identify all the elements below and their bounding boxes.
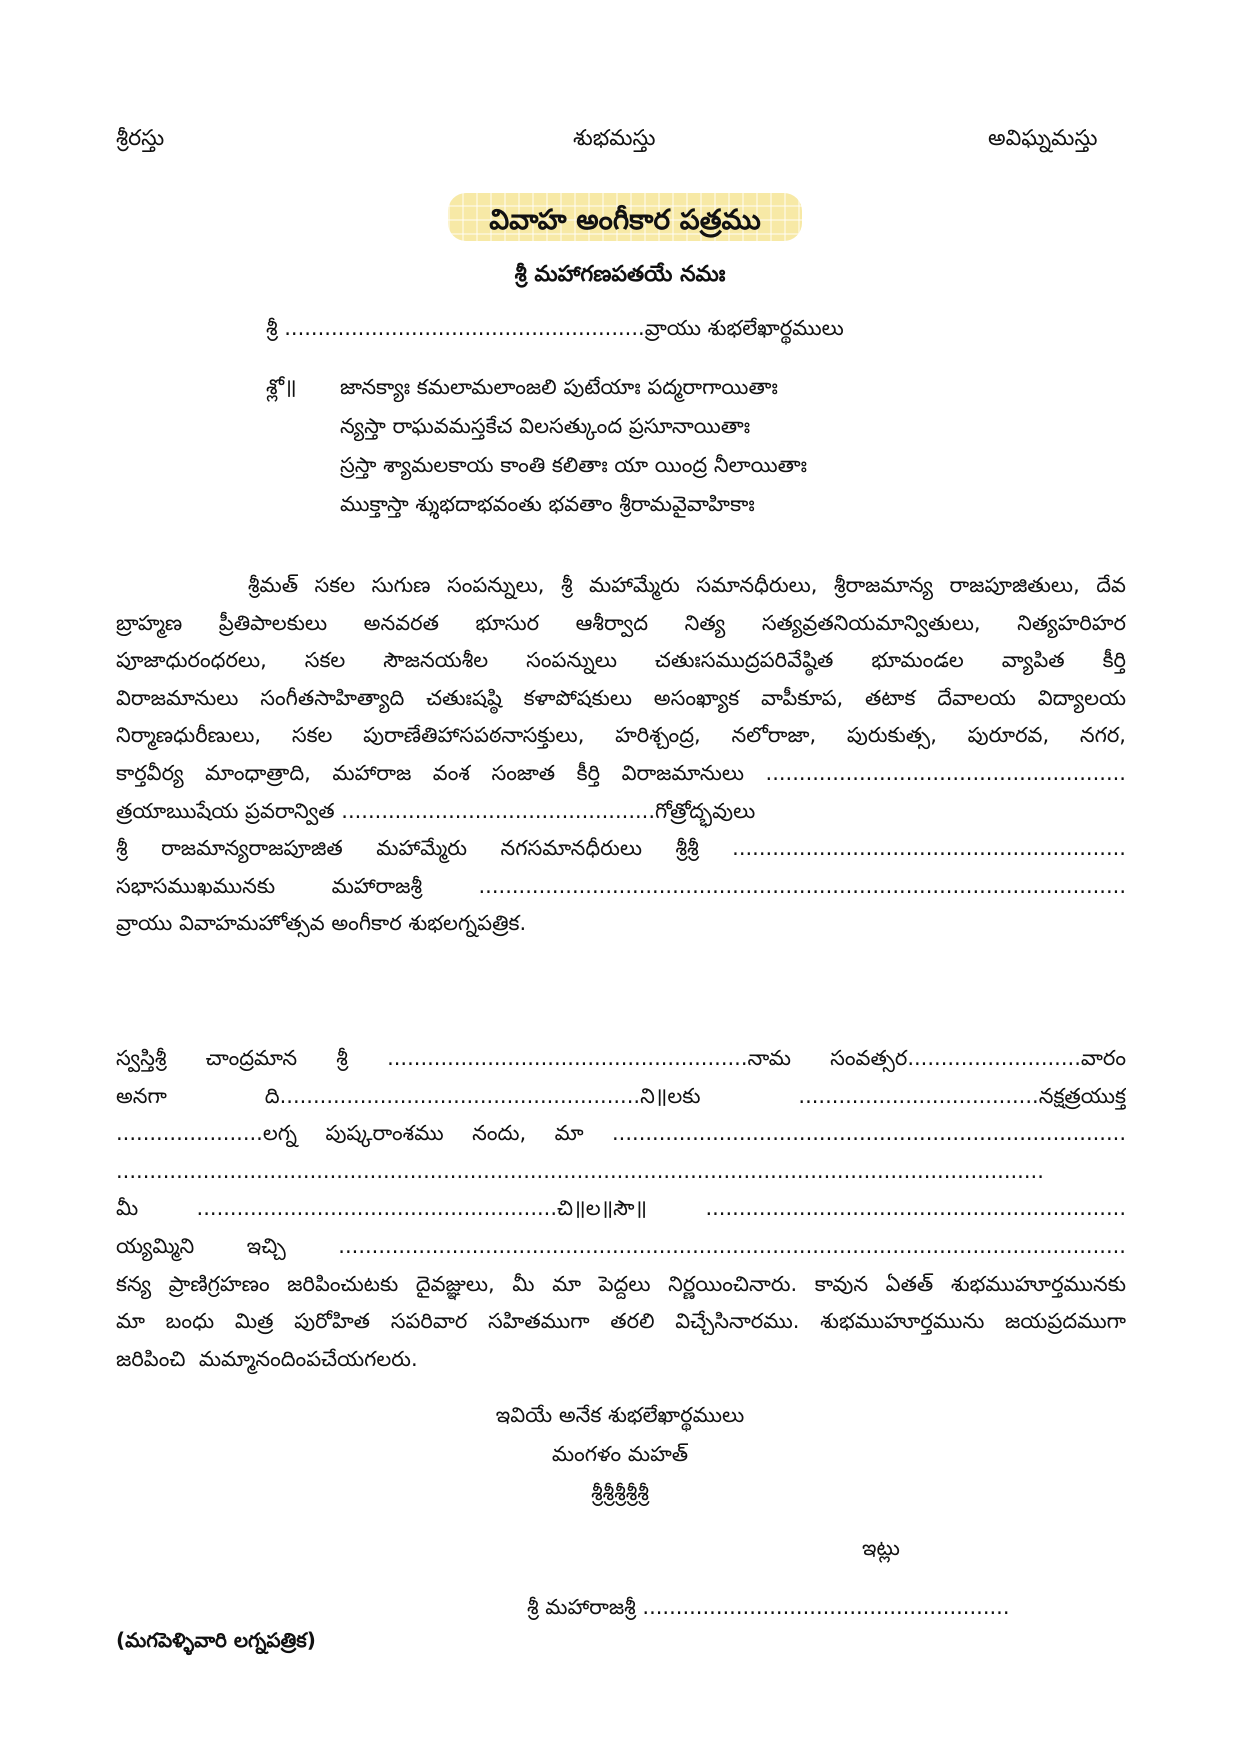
paragraph-line: బ్రాహ్మణ ప్రీతిపాలకులు అనవరత భూసుర ఆశీర్వాద నిత్య సత్యవ్రతనియమాన్వితులు, నిత్యహరిహర (116, 610, 1126, 635)
salutation-line: శ్రీ ......................................................వ్రాయు శుభలేఖార్థములు (266, 316, 844, 340)
document-title: వివాహ అంగీకార పత్రము (489, 203, 761, 236)
shloka-line: ముక్తాస్తా శ్శుభదాభవంతు భవతాం శ్రీరామవైవాహికాః (340, 492, 755, 516)
header-left-text: శ్రీరస్తు (116, 126, 165, 151)
paragraph-line: శ్రీ రాజమాన్యరాజపూజిత మహామ్మేరు నగసమానధీరులు శ్రీశ్రీ ........................................................... (116, 836, 1126, 861)
shloka-line: జానక్యాః కమలామలాంజలి పుటేయాః పద్మరాగాయితాః (340, 375, 778, 399)
paragraph-line: య్యమ్మిని ఇచ్చి ...................................................................................................................... (116, 1233, 1126, 1258)
signature-line: శ్రీ మహారాజశ్రీ ....................................................... (527, 1595, 1010, 1619)
paragraph-line: నిర్మాణధురీణులు, సకల పురాణేతిహాసపఠనాసక్తులు, హరిశ్చంద్ర, నలోరాజా, పురుకుత్స, పురూరవ, నగర, (116, 723, 1126, 748)
title-banner (448, 193, 802, 241)
closing-line-1: ఇవియే అనేక శుభలేఖార్థములు (495, 1403, 745, 1427)
paragraph-line: విరాజమానులు సంగీతసాహిత్యాది చతుఃషష్ఠి కళాపోషకులు అసంఖ్యాక వాపీకూప, తటాక దేవాలయ విద్యాలయ (116, 685, 1126, 710)
paragraph-line: త్రయాఋషేయ ప్రవరాన్విత ...............................................గోత్రోద్భవులు (116, 798, 756, 823)
paragraph-line: మా బంధు మిత్ర పురోహిత సపరివార సహితముగా తరలి విచ్చేసినారము. శుభముహూర్తమును జయప్రదముగా (116, 1309, 1126, 1334)
paragraph-line: స్వస్తిశ్రీ చాంద్రమాన శ్రీ ......................................................నామ సంవత్సర..........................వారం (116, 1046, 1126, 1070)
header-center-text: శుభమస్తు (573, 126, 656, 151)
closing-line-3: శ్రీశ్రీశ్రీశ్రీశ్రీ (591, 1481, 649, 1505)
paragraph-line: సభాసముఖమునకు మహారాజశ్రీ ................................................................................................. (116, 873, 1126, 898)
footer-note: (మగపెళ్ళివారి లగ్నపత్రిక) (116, 1628, 316, 1652)
body-paragraph-2 (116, 1040, 1126, 1378)
body-paragraph-1 (116, 567, 1126, 943)
paragraph-line: ......................లగ్న పుష్కరాంశము నందు, మా ............................................................................. (116, 1121, 1126, 1146)
paragraph-line: కార్తవీర్య మాంధాత్రాది, మహారాజ వంశ సంజాత కీర్తి విరాజమానులు ...................................................... (116, 760, 1126, 785)
paragraph-line: కన్య ప్రాణిగ్రహణం జరిపించుటకు దైవజ్ఞులు, మీ మా పెద్దలు నిర్ణయించినారు. కావున ఏతత్ శుభముహూర్తమునకు (116, 1271, 1126, 1296)
shloka-line: న్యస్తా రాఘవమస్తకేచ విలసత్కుంద ప్రసూనాయితాః (340, 414, 751, 438)
paragraph-line: అనగా ది......................................................ని॥లకు ....................................నక్షత్రయుక్త (116, 1083, 1126, 1108)
shloka-marker: శ్లో॥ (266, 375, 297, 399)
shloka-line: స్రస్తా శ్యామలకాయ కాంతి కలితాః యా యింద్ర నీలాయితాః (340, 453, 808, 477)
paragraph-line: ........................................................................................................................................... (116, 1158, 1044, 1183)
itlu-text: ఇట్లు (862, 1536, 900, 1560)
paragraph-line: వ్రాయు వివాహమహోత్సవ అంగీకార శుభలగ్నపత్రిక. (116, 911, 527, 936)
paragraph-line: మీ ......................................................చి॥ల॥సౌ॥ ............................................................... (116, 1196, 1126, 1221)
invocation-line: శ్రీ మహాగణపతయే నమః (514, 262, 726, 287)
closing-line-2: మంగళం మహత్ (551, 1442, 689, 1466)
paragraph-line: జరిపించి మమ్మానందింపచేయగలరు. (116, 1346, 418, 1371)
header-right-text: అవిఘ్నమస్తు (988, 126, 1098, 151)
paragraph-line: శ్రీమత్ సకల సుగుణ సంపన్నులు, శ్రీ మహామ్మేరు సమానధీరులు, శ్రీరాజమాన్య రాజపూజితులు, దేవ (116, 573, 1126, 597)
paragraph-line: పూజాధురంధరలు, సకల సౌజనయశీల సంపన్నులు చతుఃసముద్రపరివేష్ఠిత భూమండల వ్యాపిత కీర్తి (116, 648, 1126, 673)
